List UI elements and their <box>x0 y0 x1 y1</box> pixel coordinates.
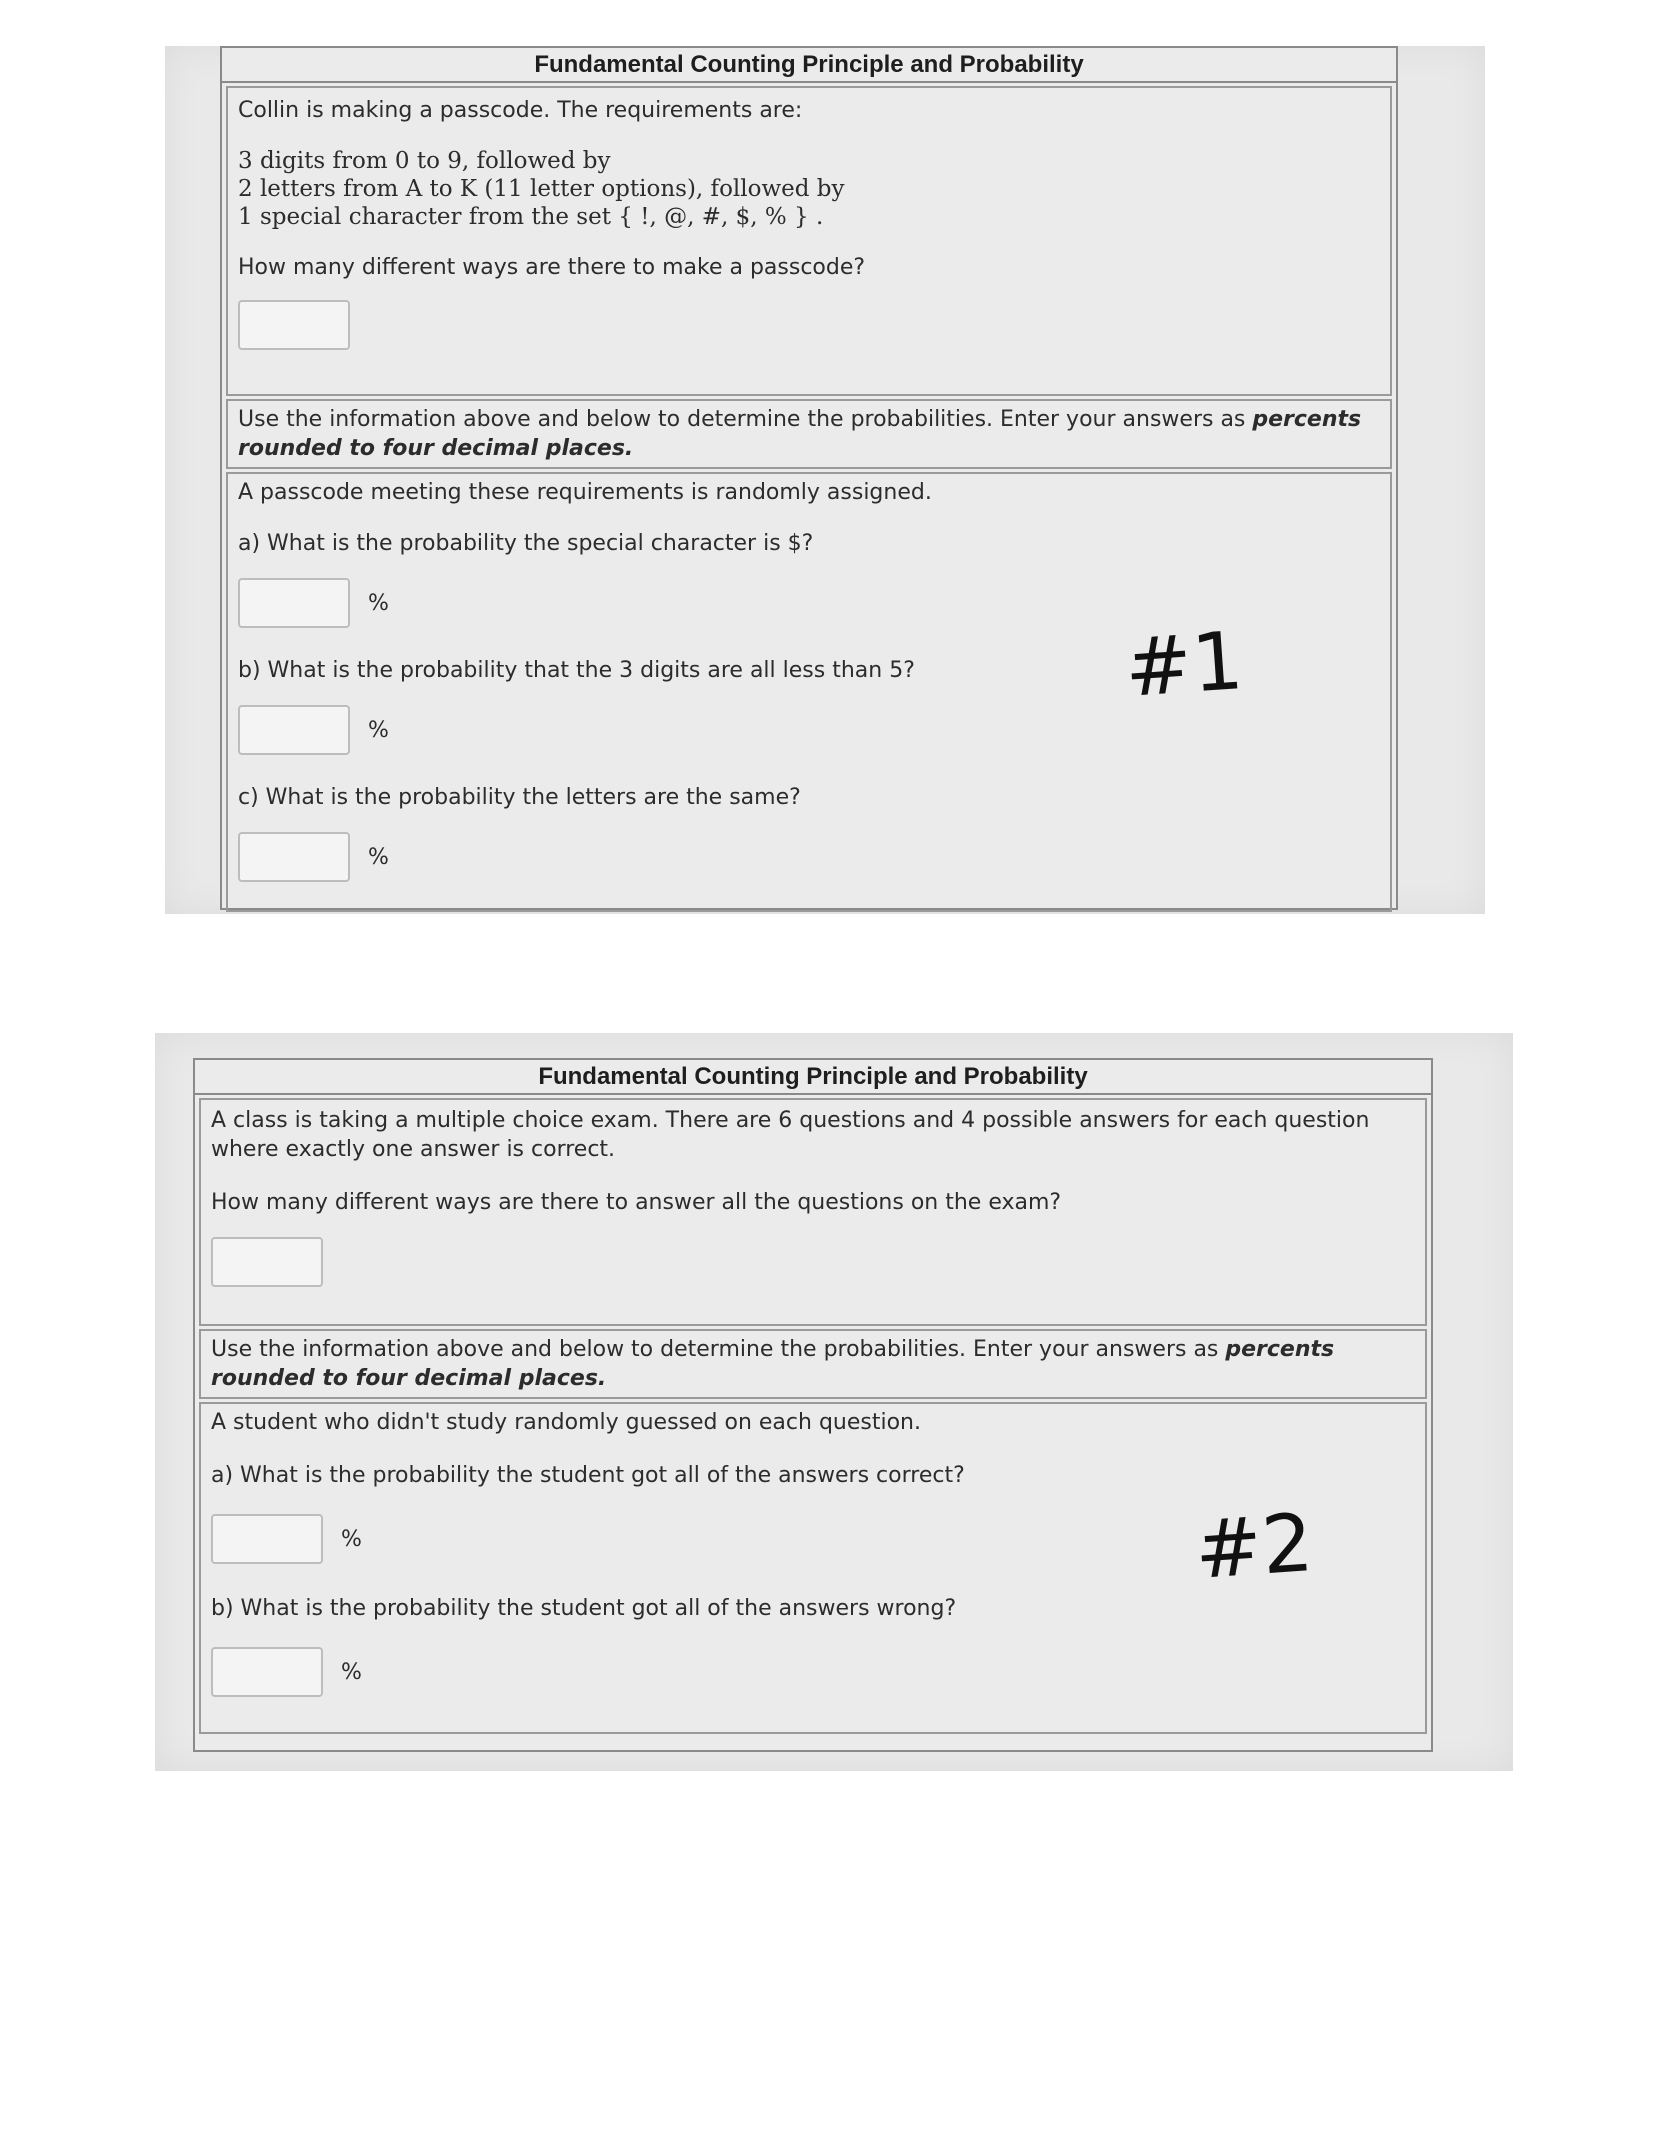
percent-label: % <box>341 1526 362 1552</box>
instructions-box <box>226 399 1392 469</box>
answer-c-input[interactable] <box>238 832 350 882</box>
percent-label: % <box>341 1659 362 1685</box>
problem-intro: Collin is making a passcode. The requirements are: <box>238 98 803 123</box>
count-question: How many different ways are there to make a passcode? <box>238 255 866 280</box>
question-b: b) What is the probability the student got all of the answers wrong? <box>211 1596 957 1621</box>
page-title: Fundamental Counting Principle and Probability <box>195 1060 1431 1095</box>
scenario-text: A student who didn't study randomly guessed on each question. <box>211 1410 921 1435</box>
problem-panel-1 <box>220 46 1398 910</box>
handwritten-label-1: #1 <box>1121 613 1247 716</box>
instructions-emphasis: percents rounded to four decimal places. <box>211 1337 1335 1391</box>
requirement-3: 1 special character from the set { !, @, #, $, % } . <box>238 204 824 230</box>
instructions-text: Use the information above and below to determine the probabilities. Enter your answers as <box>238 407 1253 432</box>
answer-b-input[interactable] <box>238 705 350 755</box>
percent-label: % <box>368 590 389 616</box>
question-box <box>199 1098 1427 1326</box>
percent-label: % <box>368 717 389 743</box>
instructions-emphasis: percents rounded to four decimal places. <box>238 407 1362 461</box>
question-a: a) What is the probability the special character is $? <box>238 531 814 556</box>
page-title: Fundamental Counting Principle and Probability <box>222 48 1396 83</box>
passcode-count-input[interactable] <box>238 300 350 350</box>
percent-label: % <box>368 844 389 870</box>
requirement-2: 2 letters from A to K (11 letter options), followed by <box>238 176 845 202</box>
answer-a-input[interactable] <box>238 578 350 628</box>
count-question: How many different ways are there to answer all the questions on the exam? <box>211 1190 1062 1215</box>
question-c: c) What is the probability the letters are the same? <box>238 785 801 810</box>
instructions-box <box>199 1329 1427 1399</box>
question-b: b) What is the probability that the 3 digits are all less than 5? <box>238 658 915 683</box>
requirement-1: 3 digits from 0 to 9, followed by <box>238 148 611 174</box>
scenario-text: A passcode meeting these requirements is randomly assigned. <box>238 480 932 505</box>
answer-b-input[interactable] <box>211 1647 323 1697</box>
problem-intro-line2: where exactly one answer is correct. <box>211 1137 616 1162</box>
answer-a-input[interactable] <box>211 1514 323 1564</box>
instructions-text: Use the information above and below to determine the probabilities. Enter your answers as <box>211 1337 1226 1362</box>
question-a: a) What is the probability the student got all of the answers correct? <box>211 1463 965 1488</box>
handwritten-label-2: #2 <box>1191 1495 1317 1598</box>
problem-intro-line1: A class is taking a multiple choice exam. There are 6 questions and 4 possible answers for each question <box>211 1108 1370 1133</box>
question-box <box>226 86 1392 396</box>
exam-count-input[interactable] <box>211 1237 323 1287</box>
problem-panel-2 <box>193 1058 1433 1752</box>
